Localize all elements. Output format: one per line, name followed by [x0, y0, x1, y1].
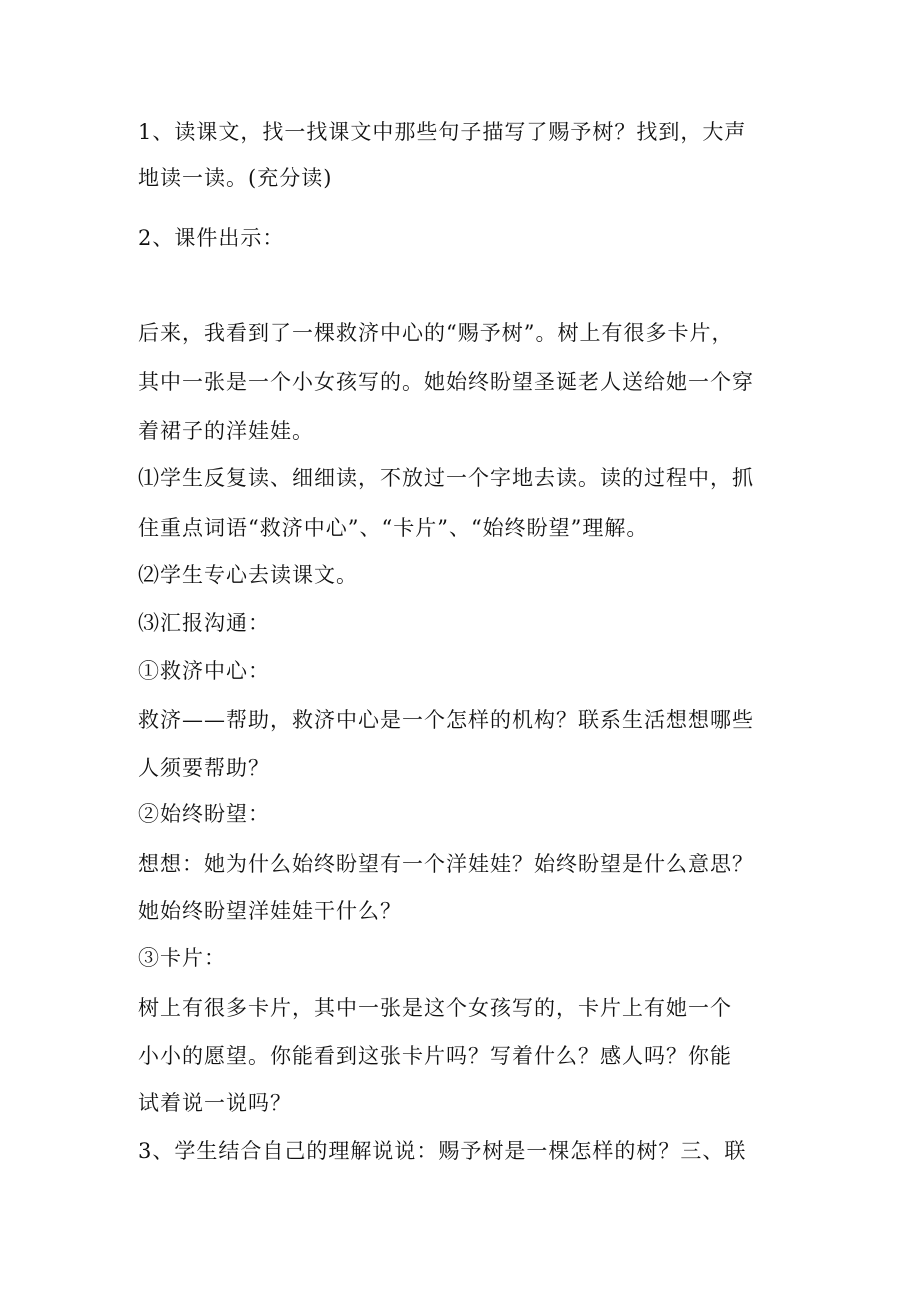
text-line-17: ③卡片：	[138, 946, 226, 970]
text-line-14: ②始终盼望：	[138, 802, 270, 826]
text-line-7: ⑴学生反复读、细细读，不放过一个字地去读。读的过程中，抓	[138, 466, 754, 490]
text-line-13: 人须要帮助？	[138, 756, 270, 780]
text-line-6: 着裙子的洋娃娃。	[138, 419, 314, 443]
text-line-18: 树上有很多卡片，其中一张是这个女孩写的，卡片上有她一个	[138, 996, 732, 1020]
text-line-4: 后来，我看到了一棵救济中心的“赐予树”。树上有很多卡片，	[138, 321, 734, 345]
text-line-15: 想想：她为什么始终盼望有一个洋娃娃？始终盼望是什么意思？	[138, 852, 754, 876]
text-line-16: 她始终盼望洋娃娃干什么？	[138, 899, 402, 923]
text-line-10: ⑶汇报沟通：	[138, 611, 270, 635]
text-line-20: 试着说一说吗？	[138, 1091, 292, 1115]
text-line-1: 1、读课文，找一找课文中那些句子描写了赐予树？找到，大声	[138, 120, 747, 144]
text-line-5: 其中一张是一个小女孩写的。她始终盼望圣诞老人送给她一个穿	[138, 370, 754, 394]
text-line-19: 小小的愿望。你能看到这张卡片吗？写着什么？感人吗？你能	[138, 1044, 732, 1068]
text-line-12: 救济——帮助，救济中心是一个怎样的机构？联系生活想想哪些	[138, 708, 754, 732]
text-line-21: 3、学生结合自己的理解说说：赐予树是一棵怎样的树？三、联	[138, 1139, 747, 1163]
text-line-9: ⑵学生专心去读课文。	[138, 563, 358, 587]
text-line-11: ①救济中心：	[138, 659, 270, 683]
text-line-3: 2、课件出示：	[138, 226, 285, 250]
text-line-8: 住重点词语“救济中心”、“卡片”、“始终盼望”理解。	[138, 516, 649, 540]
text-line-2: 地读一读。(充分读)	[138, 166, 333, 190]
